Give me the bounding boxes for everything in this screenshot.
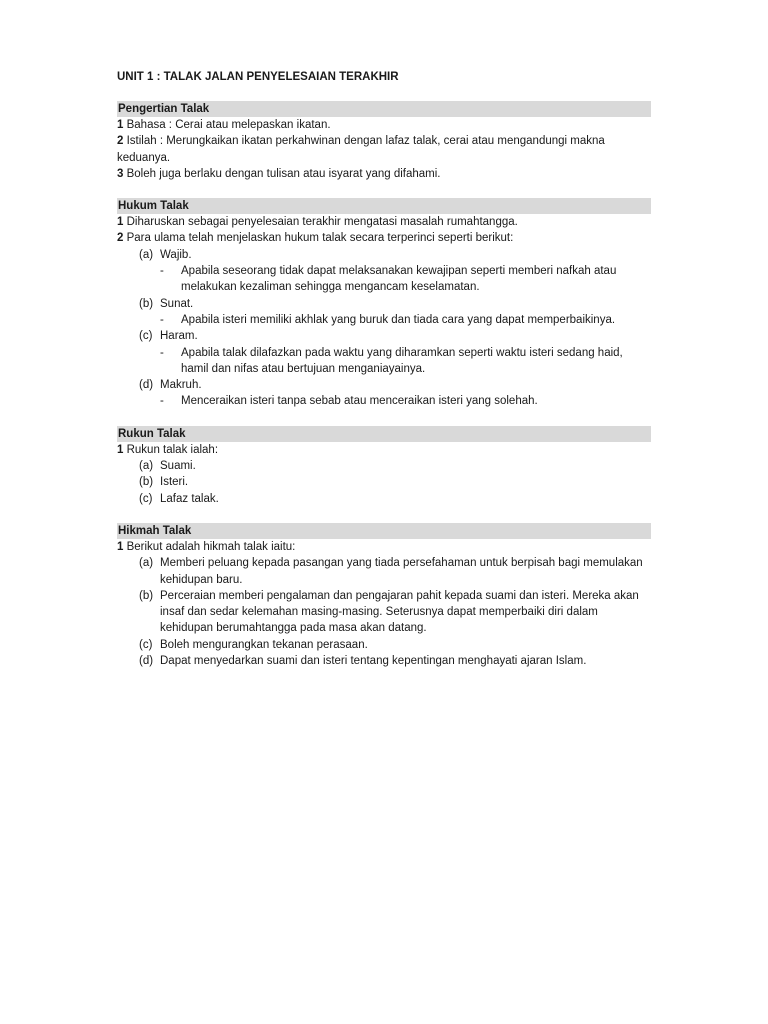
sub-text: Memberi peluang kepada pasangan yang tiada persefahaman untuk berpisah bagi memulakan kehidupan baru. <box>160 557 643 586</box>
item-number: 1 <box>117 119 124 131</box>
list-item <box>117 117 651 133</box>
detail-item <box>117 393 651 409</box>
item-number: 2 <box>117 135 124 148</box>
sub-text: Sunat. <box>160 297 194 310</box>
sub-label: (c) <box>139 492 153 505</box>
detail-text: Apabila isteri memiliki akhlak yang buruk dan tiada cara yang dapat memperbaikinya. <box>181 313 616 326</box>
list-item <box>117 539 651 555</box>
sub-text: Dapat menyedarkan suami dan isteri tentang kepentingan menghayati ajaran Islam. <box>160 655 587 668</box>
sub-text: Makruh. <box>160 379 202 392</box>
sub-text: Haram. <box>160 330 198 343</box>
sub-text: Boleh mengurangkan tekanan perasaan. <box>160 638 368 651</box>
list-item <box>117 166 651 182</box>
item-text: Diharuskan sebagai penyelesaian terakhir mengatasi masalah rumahtangga. <box>123 216 518 229</box>
section-pengertian <box>117 101 651 182</box>
sub-item <box>117 491 651 507</box>
item-number: 3 <box>117 167 124 180</box>
item-text: Rukun talak ialah: <box>123 443 219 456</box>
item-number: 1 <box>117 216 124 229</box>
sub-label: (c) <box>139 638 153 651</box>
detail-item <box>117 345 651 378</box>
detail-text: Apabila seseorang tidak dapat melaksanakan kewajipan seperti memberi nafkah atau melakukan kezaliman sehingga mengancam keselamatan. <box>181 265 617 294</box>
item-text: Boleh juga berlaku dengan tulisan atau isyarat yang difahami. <box>123 167 441 180</box>
sub-item <box>117 653 651 669</box>
sub-item <box>117 474 651 490</box>
sub-item <box>117 588 651 637</box>
sub-text: Perceraian memberi pengalaman dan pengajaran pahit kepada suami dan isteri. Mereka akan insaf dan sedar kelemahan masing-masing. Seterusnya dapat memperbaiki diri dalam kehidupan berumahtangga pada masa akan datang. <box>160 589 639 635</box>
sub-item <box>117 296 651 312</box>
list-item <box>117 214 651 230</box>
item-text: Bahasa : Cerai atau melepaskan ikatan. <box>123 119 331 131</box>
sub-label: (b) <box>139 476 154 489</box>
section-heading: Hikmah Talak <box>117 523 651 539</box>
item-number: 1 <box>117 443 124 456</box>
sub-label: (d) <box>139 379 154 392</box>
section-heading: Pengertian Talak <box>117 101 651 117</box>
sub-label: (d) <box>139 655 154 668</box>
section-rukun <box>117 426 651 507</box>
list-item <box>117 442 651 458</box>
detail-text: Apabila talak dilafazkan pada waktu yang diharamkan seperti waktu isteri sedang haid, hamil dan nifas atau bertujuan menganiayainya. <box>181 346 623 375</box>
sub-label: (a) <box>139 557 154 570</box>
document-title: UNIT 1 : TALAK JALAN PENYELESAIAN TERAKHIR <box>117 71 399 83</box>
sub-label: (a) <box>139 460 154 473</box>
sub-text: Suami. <box>160 460 196 473</box>
section-heading: Rukun Talak <box>117 426 651 442</box>
item-text: Berikut adalah hikmah talak iaitu: <box>123 540 296 553</box>
section-hikmah <box>117 523 651 669</box>
sub-item <box>117 555 651 588</box>
item-number: 2 <box>117 232 124 245</box>
sub-item <box>117 377 651 393</box>
detail-item <box>117 312 651 328</box>
sub-text: Isteri. <box>160 476 189 489</box>
sub-label: (a) <box>139 248 154 261</box>
sub-label: (c) <box>139 330 153 343</box>
sub-item <box>117 458 651 474</box>
detail-item <box>117 263 651 296</box>
item-text: Para ulama telah menjelaskan hukum talak secara terperinci seperti berikut: <box>123 232 514 245</box>
document-content <box>117 69 651 669</box>
item-text: Istilah : Merungkaikan ikatan perkahwinan dengan lafaz talak, cerai atau mengandungi makna keduanya. <box>117 135 605 164</box>
sub-item <box>117 637 651 653</box>
list-item <box>117 230 651 246</box>
list-item <box>117 133 651 166</box>
dash-marker: - <box>160 313 164 326</box>
section-hukum <box>117 198 651 410</box>
detail-text: Menceraikan isteri tanpa sebab atau menceraikan isteri yang solehah. <box>181 395 538 408</box>
section-heading: Hukum Talak <box>117 198 651 214</box>
sub-label: (b) <box>139 589 154 602</box>
dash-marker: - <box>160 265 164 278</box>
sub-label: (b) <box>139 297 154 310</box>
sub-text: Wajib. <box>160 248 192 261</box>
sub-item <box>117 247 651 263</box>
sub-text: Lafaz talak. <box>160 492 219 505</box>
sub-item <box>117 328 651 344</box>
dash-marker: - <box>160 395 164 408</box>
dash-marker: - <box>160 346 164 359</box>
item-number: 1 <box>117 540 124 553</box>
